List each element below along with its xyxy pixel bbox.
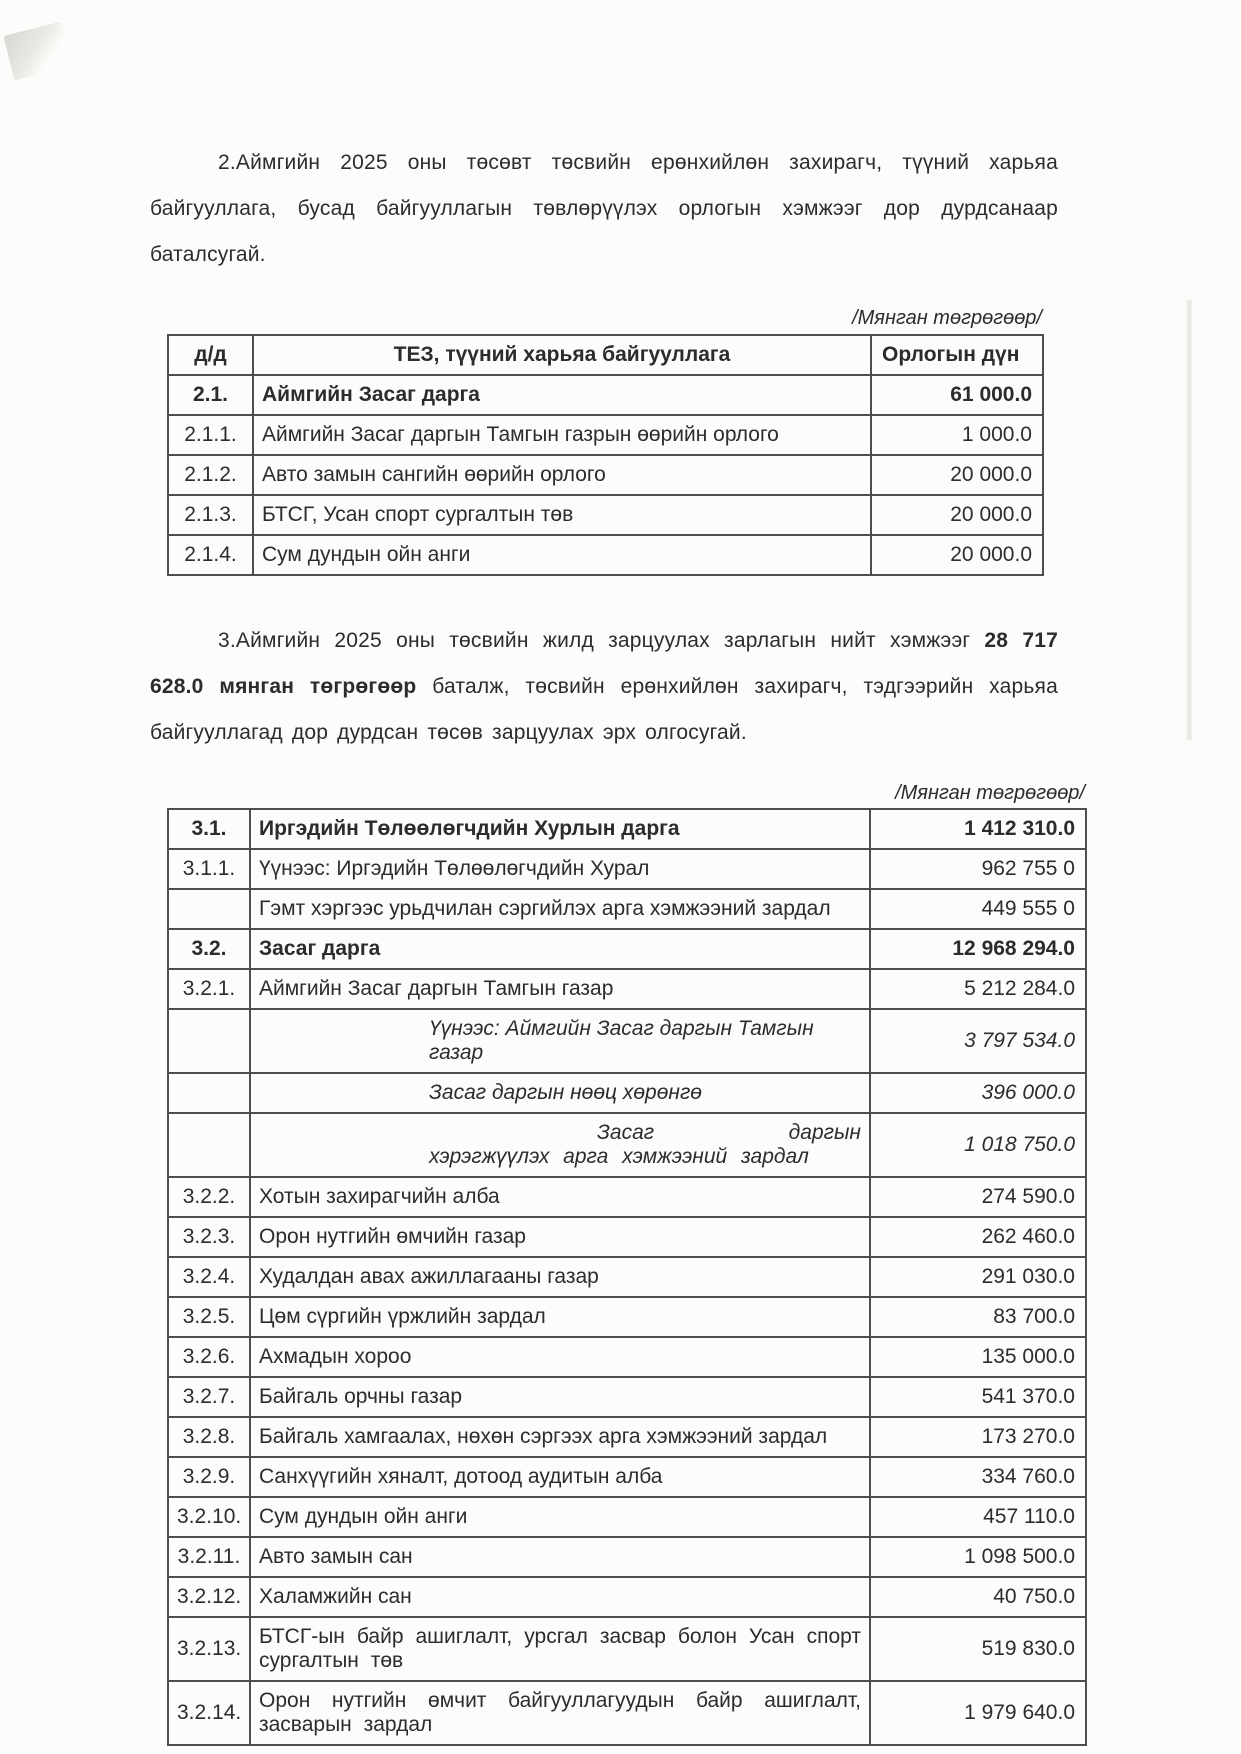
row-value-cell: 1 098 500.0 [870, 1537, 1086, 1577]
row-number-cell: 2.1.2. [168, 455, 253, 495]
scan-artifact [3, 21, 72, 80]
row-name-cell: Авто замын сангийн өөрийн орлого [253, 455, 871, 495]
table-row [168, 1217, 1086, 1257]
row-name-cell: Ахмадын хороо [250, 1337, 870, 1377]
row-value-cell: 12 968 294.0 [870, 929, 1086, 969]
row-name-cell: Орон нутгийн өмчийн газар [250, 1217, 870, 1257]
table-row [168, 415, 1043, 455]
header-num: д/д [168, 335, 253, 375]
table-row [168, 849, 1086, 889]
expenditure-table [167, 808, 1087, 1746]
row-value-cell: 1 412 310.0 [870, 809, 1086, 849]
row-number-cell: 2.1.3. [168, 495, 253, 535]
table-row [168, 1681, 1086, 1745]
table-row [168, 1073, 1086, 1113]
row-number-cell: 3.2.1. [168, 969, 250, 1009]
revenue-table [167, 334, 1044, 576]
row-name-cell: Гэмт хэргээс урьдчилан сэргийлэх арга хэмжээний зардал [250, 889, 870, 929]
header-value: Орлогын дүн [871, 335, 1043, 375]
row-number-cell: 3.2.3. [168, 1217, 250, 1257]
row-name-cell: Аймгийн Засаг даргын Тамгын газрын өөрийн орлого [253, 415, 871, 455]
row-name-cell: Иргэдийн Төлөөлөгчдийн Хурлын дарга [250, 809, 870, 849]
row-value-cell: 40 750.0 [870, 1577, 1086, 1617]
row-number-cell: 3.2.8. [168, 1417, 250, 1457]
paragraph-3-total-amount: 28 717 628.0 мянган төгрөгөөр [150, 629, 1058, 699]
row-number-cell: 3.2.11. [168, 1537, 250, 1577]
row-name-cell: БТСГ-ын байр ашиглалт, урсгал засвар болон Усан спорт сургалтын төв [250, 1617, 870, 1681]
row-value-cell: 274 590.0 [870, 1177, 1086, 1217]
table-row [168, 1009, 1086, 1073]
row-name-cell: Засаг даргын хэрэгжүүлэх арга хэмжээний зардал [250, 1113, 870, 1177]
row-value-cell: 83 700.0 [870, 1297, 1086, 1337]
table-row [168, 375, 1043, 415]
row-value-cell: 61 000.0 [871, 375, 1043, 415]
paragraph-2: 2.Аймгийн 2025 оны төсөвт төсвийн ерөнхийлөн захирагч, түүний харьяа байгууллага, бусад байгууллагын төвлөрүүлэх орлогын хэмжээг дор дурдсанаар баталсугай. [150, 151, 1058, 266]
unit-note-thousand-tugrik: /Мянган төгрөгөөр/ [895, 781, 1085, 804]
row-value-cell: 5 212 284.0 [870, 969, 1086, 1009]
table-row [168, 1377, 1086, 1417]
row-name-cell: Санхүүгийн хяналт, дотоод аудитын алба [250, 1457, 870, 1497]
row-name-cell: Сум дундын ойн анги [250, 1497, 870, 1537]
row-value-cell: 291 030.0 [870, 1257, 1086, 1297]
row-number-cell: 3.2.7. [168, 1377, 250, 1417]
row-name-cell: Цөм сүргийн үржлийн зардал [250, 1297, 870, 1337]
paragraph-3-rest: баталж, төсвийн ерөнхийлөн захирагч, тэдгээрийн харьяа байгууллагад дор дурдсан төсөв зарцуулах эрх олгосугай. [150, 675, 1058, 744]
table-row [168, 889, 1086, 929]
row-name-cell: Засаг даргын нөөц хөрөнгө [250, 1073, 870, 1113]
row-value-cell: 20 000.0 [871, 455, 1043, 495]
row-value-cell: 396 000.0 [870, 1073, 1086, 1113]
row-name-cell: БТСГ, Усан спорт сургалтын төв [253, 495, 871, 535]
table-row [168, 1417, 1086, 1457]
row-number-cell: 3.2.5. [168, 1297, 250, 1337]
table-row [168, 495, 1043, 535]
header-name: ТЕЗ, түүний харьяа байгууллага [253, 335, 871, 375]
row-number-cell: 3.2.12. [168, 1577, 250, 1617]
row-number-cell [168, 1073, 250, 1113]
table-row [168, 535, 1043, 575]
row-value-cell: 519 830.0 [870, 1617, 1086, 1681]
row-value-cell: 262 460.0 [870, 1217, 1086, 1257]
table-row [168, 809, 1086, 849]
row-value-cell: 1 018 750.0 [870, 1113, 1086, 1177]
row-value-cell: 457 110.0 [870, 1497, 1086, 1537]
row-number-cell [168, 1113, 250, 1177]
row-number-cell: 3.2.2. [168, 1177, 250, 1217]
table-row [168, 1617, 1086, 1681]
row-number-cell: 3.1. [168, 809, 250, 849]
row-name-cell: Худалдан авах ажиллагааны газар [250, 1257, 870, 1297]
row-number-cell: 3.2.14. [168, 1681, 250, 1745]
unit-note-thousand-tugrik: /Мянган төгрөгөөр/ [852, 307, 1042, 330]
row-number-cell: 2.1.4. [168, 535, 253, 575]
table-row [168, 1297, 1086, 1337]
row-name-cell: Авто замын сан [250, 1537, 870, 1577]
row-number-cell: 3.2.13. [168, 1617, 250, 1681]
row-number-cell [168, 889, 250, 929]
table-row [168, 929, 1086, 969]
row-name-cell: Халамжийн сан [250, 1577, 870, 1617]
row-number-cell: 3.2.4. [168, 1257, 250, 1297]
table-row [168, 1497, 1086, 1537]
table-row [168, 969, 1086, 1009]
table-row [168, 1457, 1086, 1497]
row-value-cell: 1 000.0 [871, 415, 1043, 455]
paragraph-3 [150, 618, 1058, 755]
scan-artifact [1185, 300, 1193, 740]
document-content [150, 140, 1085, 1746]
row-value-cell: 1 979 640.0 [870, 1681, 1086, 1745]
row-value-cell: 135 000.0 [870, 1337, 1086, 1377]
row-value-cell: 541 370.0 [870, 1377, 1086, 1417]
table-row [168, 1537, 1086, 1577]
row-name-cell: Үүнээс: Иргэдийн Төлөөлөгчдийн Хурал [250, 849, 870, 889]
row-name-cell: Байгаль хамгаалах, нөхөн сэргээх арга хэмжээний зардал [250, 1417, 870, 1457]
row-value-cell: 3 797 534.0 [870, 1009, 1086, 1073]
row-value-cell: 20 000.0 [871, 535, 1043, 575]
row-value-cell: 20 000.0 [871, 495, 1043, 535]
row-number-cell: 3.2.10. [168, 1497, 250, 1537]
table-header-row [168, 335, 1043, 375]
table-row [168, 1337, 1086, 1377]
row-value-cell: 962 755 0 [870, 849, 1086, 889]
row-number-cell: 3.2.9. [168, 1457, 250, 1497]
row-value-cell: 334 760.0 [870, 1457, 1086, 1497]
row-number-cell: 2.1. [168, 375, 253, 415]
row-number-cell: 2.1.1. [168, 415, 253, 455]
table-row [168, 1113, 1086, 1177]
row-name-cell: Орон нутгийн өмчит байгууллагуудын байр ашиглалт, засварын зардал [250, 1681, 870, 1745]
row-value-cell: 173 270.0 [870, 1417, 1086, 1457]
table-row [168, 455, 1043, 495]
row-name-cell: Хотын захирагчийн алба [250, 1177, 870, 1217]
paragraph-3-lead: 3.Аймгийн 2025 оны төсвийн жилд зарцуулах зарлагын нийт хэмжээг [218, 629, 985, 653]
row-name-cell: Аймгийн Засаг дарга [253, 375, 871, 415]
row-name-cell: Аймгийн Засаг даргын Тамгын газар [250, 969, 870, 1009]
table-row [168, 1257, 1086, 1297]
table-row [168, 1577, 1086, 1617]
table-row [168, 1177, 1086, 1217]
row-name-cell: Байгаль орчны газар [250, 1377, 870, 1417]
row-number-cell: 3.2. [168, 929, 250, 969]
row-value-cell: 449 555 0 [870, 889, 1086, 929]
row-name-cell: Засаг дарга [250, 929, 870, 969]
row-number-cell: 3.2.6. [168, 1337, 250, 1377]
row-name-cell: Сум дундын ойн анги [253, 535, 871, 575]
row-number-cell [168, 1009, 250, 1073]
row-number-cell: 3.1.1. [168, 849, 250, 889]
row-name-cell: Үүнээс: Аймгийн Засаг даргын Тамгын газар [250, 1009, 870, 1073]
